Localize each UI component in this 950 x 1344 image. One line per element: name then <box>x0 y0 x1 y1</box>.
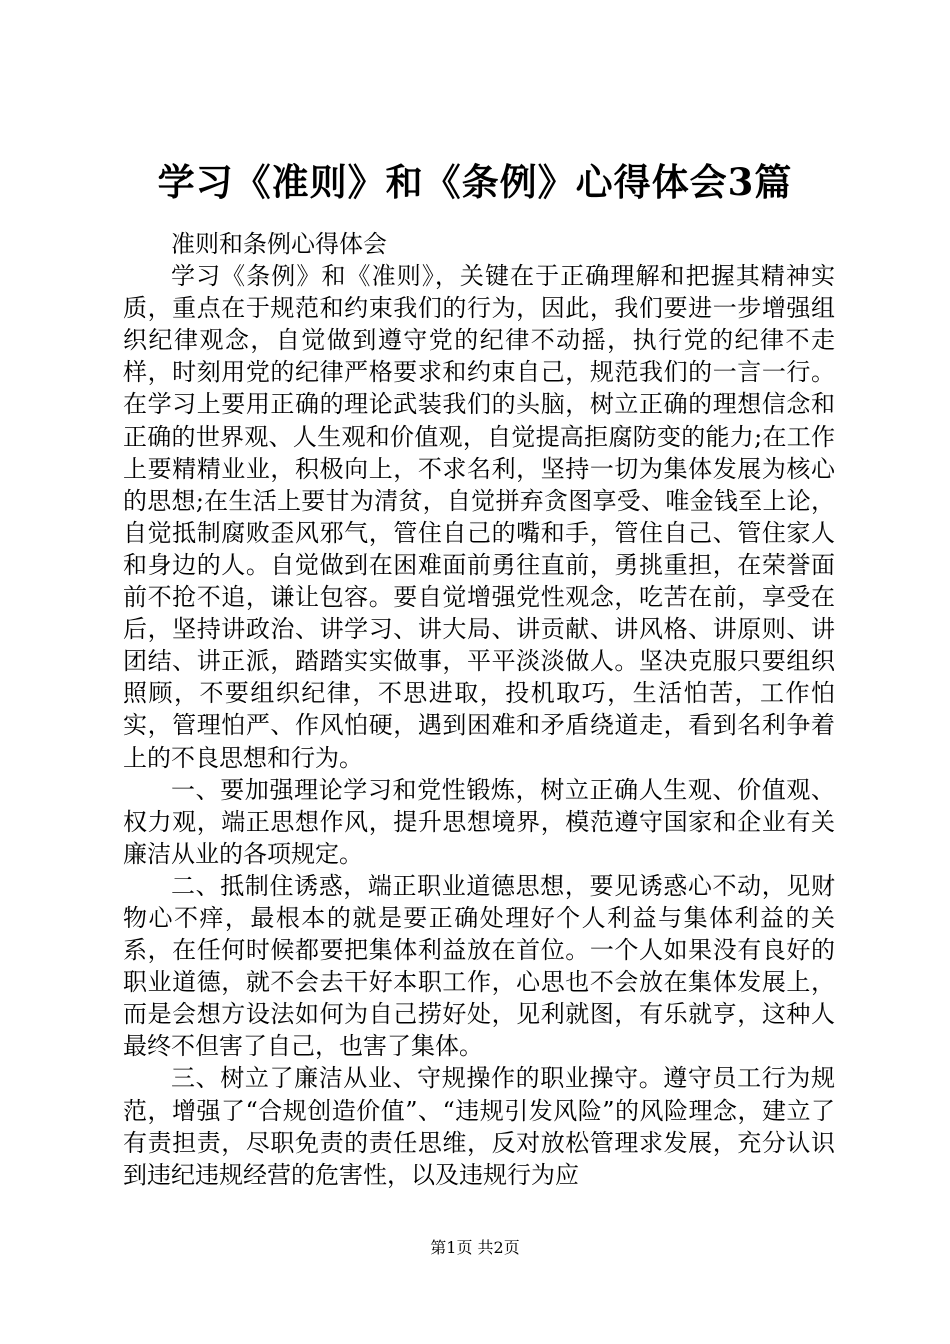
body-paragraph: 一、要加强理论学习和党性锻炼，树立正确人生观、价值观、权力观，端正思想作风，提升思想境界，模范遵守国家和企业有关廉洁从业的各项规定。 <box>123 775 835 868</box>
document-title: 学习《准则》和《条例》心得体会3篇 <box>157 160 793 204</box>
body-paragraph: 学习《条例》和《准则》，关键在于正确理解和把握其精神实质，重点在于规范和约束我们的行为，因此，我们要进一步增强组织纪律观念，自觉做到遵守党的纪律不动摇，执行党的纪律不走样，时刻用党的纪律严格要求和约束自己，规范我们的一言一行。在学习上要用正确的理论武装我们的头脑，树立正确的理想信念和正确的世界观、人生观和价值观，自觉提高拒腐防变的能力;在工作上要精精业业，积极向上，不求名利，坚持一切为集体发展为核心的思想;在生活上要甘为清贫，自觉拼弃贪图享受、唯金钱至上论，自觉抵制腐败歪风邪气，管住自己的嘴和手，管住自己、管住家人和身边的人。自觉做到在困难面前勇往直前，勇挑重担，在荣誉面前不抢不追，谦让包容。要自觉增强党性观念，吃苦在前，享受在后，坚持讲政治、讲学习、讲大局、讲贡献、讲风格、讲原则、讲团结、讲正派，踏踏实实做事，平平淡淡做人。坚决克服只要组织照顾，不要组织纪律，不思进取，投机取巧，生活怕苦，工作怕实，管理怕严、作风怕硬，遇到困难和矛盾绕道走，看到名利争着上的不良思想和行为。 <box>123 262 835 772</box>
body-paragraph: 二、抵制住诱惑，端正职业道德思想，要见诱惑心不动，见财物心不痒，最根本的就是要正确处理好个人利益与集体利益的关系，在任何时候都要把集体利益放在首位。一个人如果没有良好的职业道德，就不会去干好本职工作，心思也不会放在集体发展上，而是会想方设法如何为自己捞好处，见利就图，有乐就亨，这种人最终不但害了自己，也害了集体。 <box>123 871 835 1061</box>
subtitle-paragraph: 准则和条例心得体会 <box>171 230 387 258</box>
document-body <box>123 228 835 1191</box>
body-paragraph: 三、树立了廉洁从业、守规操作的职业操守。遵守员工行为规范，增强了“合规创造价值”、“违规引发风险”的风险理念，建立了有责担责，尽职免责的责任思维，反对放松管理求发展，充分认识到违纪违规经营的危害性，以及违规行为应 <box>123 1064 835 1189</box>
page-footer: 第1页 共2页 <box>430 1238 520 1257</box>
